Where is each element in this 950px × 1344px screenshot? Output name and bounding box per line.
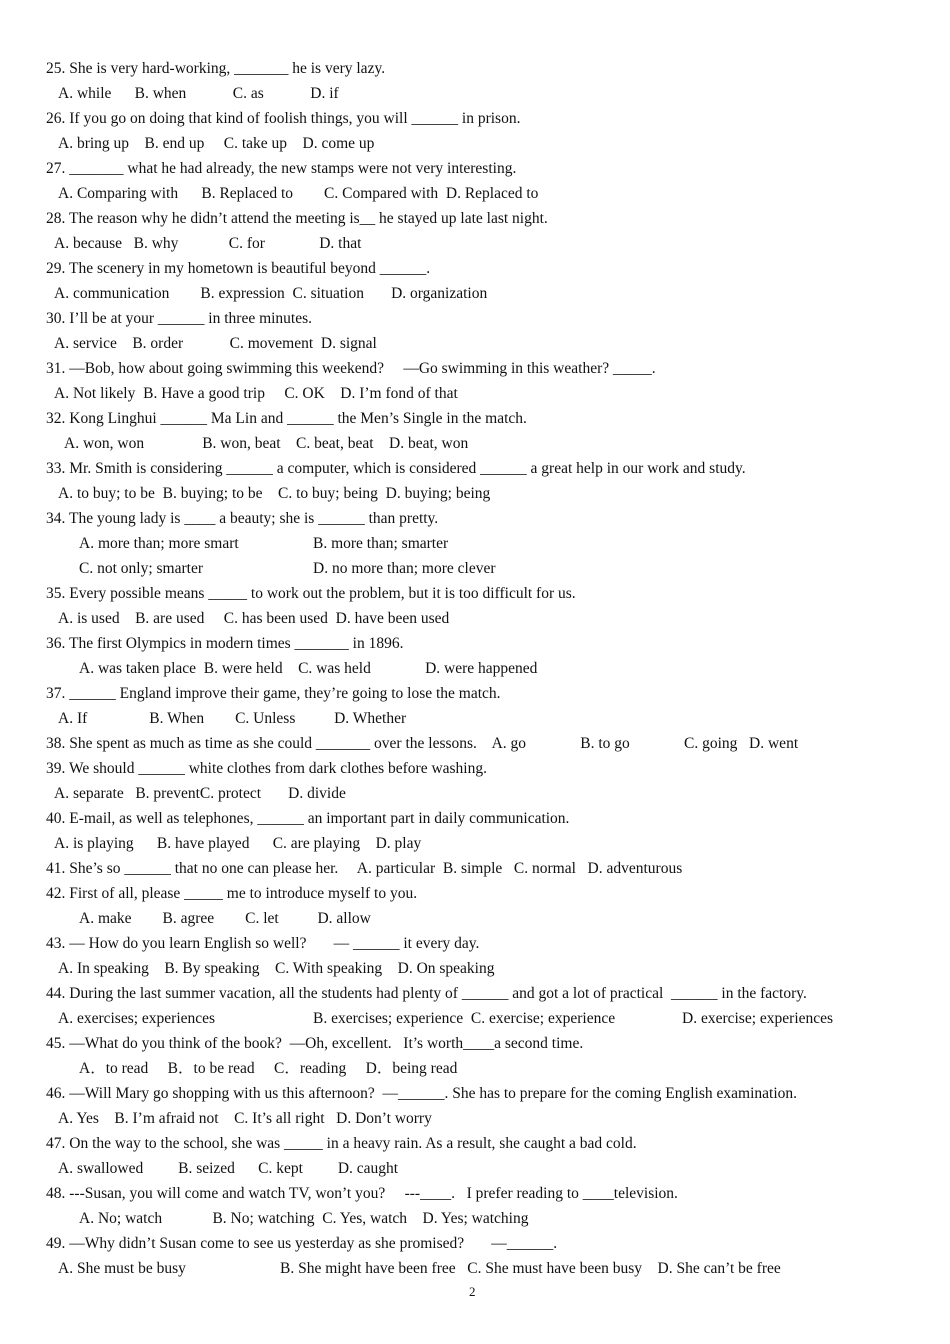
question-30: 30. I’ll be at your ______ in three minutes. [46,310,313,327]
option-44-a: A. exercises; experiences [58,1010,216,1027]
options-37: A. If B. When C. Unless D. Whether [58,710,407,727]
question-45: 45. —What do you think of the book? —Oh, excellent. It’s worth____a second time. [46,1035,584,1052]
options-28: A. because B. why C. for D. that [54,235,362,252]
options-26: A. bring up B. end up C. take up D. come up [58,135,375,152]
options-36: A. was taken place B. were held C. was held D. were happened [79,660,538,677]
options-30: A. service B. order C. movement D. signal [54,335,377,352]
options-32: A. won, won B. won, beat C. beat, beat D. beat, won [64,435,469,452]
option-34-d: D. no more than; more clever [313,560,496,577]
options-43: A. In speaking B. By speaking C. With speaking D. On speaking [58,960,495,977]
page-number: 2 [469,1284,476,1299]
options-48: A. No; watch B. No; watching C. Yes, watch D. Yes; watching [79,1210,529,1227]
options-27: A. Comparing with B. Replaced to C. Compared with D. Replaced to [58,185,539,202]
question-47: 47. On the way to the school, she was _____ in a heavy rain. As a result, she caught a bad cold. [46,1135,637,1152]
question-44: 44. During the last summer vacation, all the students had plenty of ______ and got a lot of practical ______ in the factory. [46,985,807,1002]
options-35: A. is used B. are used C. has been used D. have been used [58,610,450,627]
options-49-bcd: B. She might have been free C. She must have been busy D. She can’t be free [280,1260,781,1277]
question-42: 42. First of all, please _____ me to introduce myself to you. [46,885,418,902]
options-39: A. separate B. preventC. protect D. divide [54,785,346,802]
question-38: 38. She spent as much as time as she could _______ over the lessons. A. go B. to go C. going D. went [46,735,799,752]
question-35: 35. Every possible means _____ to work out the problem, but it is too difficult for us. [46,585,576,602]
options-29: A. communication B. expression C. situation D. organization [54,285,488,302]
question-40: 40. E-mail, as well as telephones, ______ an important part in daily communication. [46,810,570,827]
question-41: 41. She’s so ______ that no one can please her. A. particular B. simple C. normal D. adventurous [46,860,683,877]
options-40: A. is playing B. have played C. are playing D. play [54,835,422,852]
question-34: 34. The young lady is ____ a beauty; she is ______ than pretty. [46,510,439,527]
options-31: A. Not likely B. Have a good trip C. OK D. I’m fond of that [54,385,458,402]
options-42: A. make B. agree C. let D. allow [79,910,371,927]
options-47: A. swallowed B. seized C. kept D. caught [58,1160,399,1177]
question-39: 39. We should ______ white clothes from dark clothes before washing. [46,760,487,777]
options-44-bc: B. exercises; experience C. exercise; experience [313,1010,616,1027]
option-34-b: B. more than; smarter [313,535,449,552]
question-46: 46. —Will Mary go shopping with us this afternoon? —______. She has to prepare for the coming English examination. [46,1085,798,1102]
options-33: A. to buy; to be B. buying; to be C. to buy; being D. buying; being [58,485,491,502]
option-34-c: C. not only; smarter [79,560,203,577]
question-32: 32. Kong Linghui ______ Ma Lin and ______ the Men’s Single in the match. [46,410,527,427]
question-43: 43. — How do you learn English so well? — ______ it every day. [46,935,480,952]
option-44-d: D. exercise; experiences [682,1010,834,1027]
question-27: 27. _______ what he had already, the new stamps were not very interesting. [46,160,517,177]
options-46: A. Yes B. I’m afraid not C. It’s all right D. Don’t worry [58,1110,432,1127]
question-25: 25. She is very hard-working, _______ he is very lazy. [46,60,386,77]
question-26: 26. If you go on doing that kind of foolish things, you will ______ in prison. [46,110,521,127]
options-45: A．to read B．to be read C．reading D．being read [79,1060,458,1077]
question-28: 28. The reason why he didn’t attend the meeting is__ he stayed up late last night. [46,210,548,227]
question-33: 33. Mr. Smith is considering ______ a computer, which is considered ______ a great help in our work and study. [46,460,746,477]
option-34-a: A. more than; more smart [79,535,239,552]
question-31: 31. —Bob, how about going swimming this weekend? —Go swimming in this weather? _____. [46,360,656,377]
question-36: 36. The first Olympics in modern times _______ in 1896. [46,635,404,652]
option-49-a: A. She must be busy [58,1260,186,1277]
options-25: A. while B. when C. as D. if [58,85,339,102]
question-49: 49. —Why didn’t Susan come to see us yesterday as she promised? —______. [46,1235,558,1252]
question-29: 29. The scenery in my hometown is beautiful beyond ______. [46,260,431,277]
question-48: 48. ---Susan, you will come and watch TV, won’t you? ---____. I prefer reading to ____television. [46,1185,678,1202]
question-37: 37. ______ England improve their game, they’re going to lose the match. [46,685,501,702]
